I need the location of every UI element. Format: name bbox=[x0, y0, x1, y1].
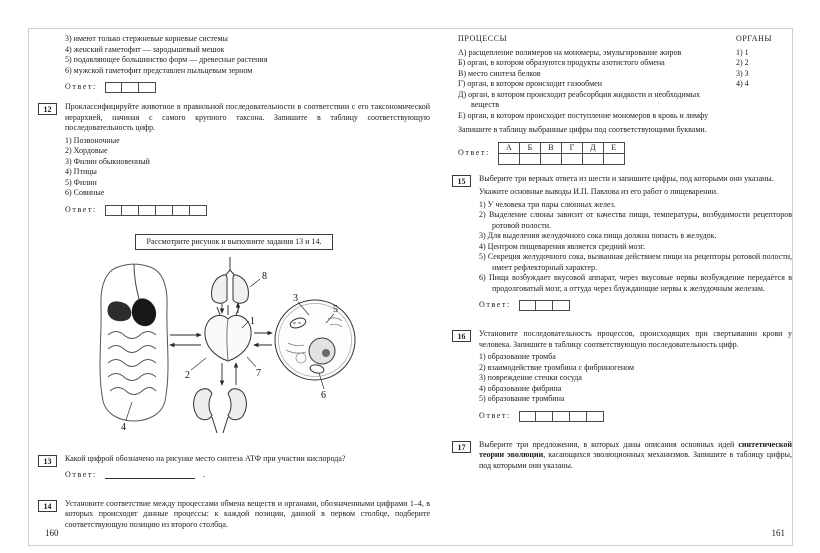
answer-cell bbox=[156, 205, 173, 216]
answer-label: Ответ: bbox=[65, 470, 97, 479]
task-12-text: Проклассифицируйте животное в правильной последовательности в соответствии с его таксономической иерархией, начиная с самого крупного таксона. Запишите в таблицу соответствующую последовательность цифр. bbox=[65, 102, 430, 132]
task-15-subtext: Укажите основные выводы И.П. Павлова из его работ о пищеварении. bbox=[479, 187, 718, 196]
organ-item: 2) 2 bbox=[736, 58, 749, 67]
matching-block bbox=[458, 34, 792, 121]
answer-label: Ответ: bbox=[479, 300, 511, 310]
task-15-text: Выберите три верных ответа из шести и запишите цифры, под которыми они указаны. bbox=[479, 173, 774, 183]
task-17 bbox=[452, 440, 792, 474]
task-15-number: 15 bbox=[452, 175, 471, 187]
option-item: 5) образование тромбина bbox=[479, 394, 565, 403]
process-item: В) место синтеза белков bbox=[458, 68, 541, 78]
answer-cells bbox=[519, 300, 570, 311]
option-item: 6) Пища возбуждает вкусовой аппарат, через вкусовые нервы возбуждение передаётся в продолговатый мозг, а оттуда через блуждающие нервы к желудочным железам. bbox=[479, 273, 792, 293]
option-item: 1) Позвоночные bbox=[65, 135, 120, 145]
process-item: А) расщепление полимеров на мономеры, эмульгирование жиров bbox=[458, 47, 682, 57]
answer-cell bbox=[519, 411, 536, 422]
option-item: 3) имеют только стержневые корневые системы bbox=[65, 34, 228, 43]
anatomy-figure-svg bbox=[70, 255, 370, 441]
answer-cells bbox=[519, 411, 604, 422]
digestive-system-drawing bbox=[100, 264, 168, 421]
match-table-input-cell bbox=[561, 153, 582, 164]
match-table-input-cell bbox=[582, 153, 603, 164]
answer-label: Ответ: bbox=[479, 410, 511, 420]
process-item: Е) орган, в котором происходит поступление мономеров в кровь и лимфу bbox=[458, 110, 709, 120]
answer-label: Ответ: bbox=[458, 147, 490, 157]
answer-cell bbox=[105, 205, 122, 216]
match-table-header-cell: Б bbox=[519, 142, 540, 153]
carryover-options bbox=[38, 34, 430, 76]
task-17-number: 17 bbox=[452, 441, 471, 453]
task-17-bold-term: синтетической теории эволюции bbox=[479, 439, 792, 459]
option-item: 6) мужской гаметофит представлен пыльцевым зерном bbox=[65, 65, 253, 75]
task-16-text: Установите последовательность процессов, происходящих при свертывании крови у человека. Запишите в таблицу соответствующую последовательность цифр. bbox=[479, 329, 792, 349]
answer-cell bbox=[553, 411, 570, 422]
organs-column bbox=[736, 34, 792, 121]
figure-label-1: 1 bbox=[250, 316, 255, 327]
option-item: 1) У человека три пары слюнных желез. bbox=[479, 199, 616, 209]
task-16-answer-row bbox=[479, 411, 792, 422]
page-number-right: 161 bbox=[771, 528, 785, 538]
task-16 bbox=[452, 329, 792, 431]
answer-label: Ответ: bbox=[65, 204, 97, 214]
match-table-input-cell bbox=[519, 153, 540, 164]
task-13 bbox=[38, 454, 430, 490]
task-17-text bbox=[479, 440, 792, 472]
match-answer-row bbox=[458, 142, 792, 165]
match-answer-table bbox=[498, 142, 625, 165]
lungs-drawing bbox=[212, 257, 249, 303]
task-13-number: 13 bbox=[38, 455, 57, 467]
page-left bbox=[38, 34, 430, 532]
option-item: 2) взаимодействие тромбина с фибриногеном bbox=[479, 362, 635, 372]
match-table-input-cell bbox=[603, 153, 624, 164]
answer-label: Ответ: bbox=[65, 82, 97, 92]
option-item: 5) подавляющее большинство форм — древесные растения bbox=[65, 55, 268, 64]
process-item: Б) орган, в котором образуются продукты азотистого обмена bbox=[458, 58, 665, 67]
task-13-answer-row bbox=[65, 470, 430, 481]
answer-cell bbox=[190, 205, 207, 216]
answer-cells bbox=[105, 205, 207, 216]
answer-dot: . bbox=[202, 470, 205, 479]
answer-cell bbox=[587, 411, 604, 422]
page-right bbox=[452, 34, 792, 473]
task-16-number: 16 bbox=[452, 330, 471, 342]
kidneys-drawing bbox=[194, 389, 247, 433]
figure-label-3: 3 bbox=[293, 293, 298, 304]
answer-cell bbox=[139, 205, 156, 216]
option-item: 3) повреждение стенки сосуда bbox=[479, 373, 582, 382]
answer-cells bbox=[105, 82, 156, 93]
option-item: 1) образование тромба bbox=[479, 352, 556, 361]
answer-cell bbox=[536, 411, 553, 422]
answer-cell bbox=[519, 300, 536, 311]
figure-label-6: 6 bbox=[321, 390, 326, 401]
task-14-text: Установите соответствие между процессами обмена веществ и органами, обозначенными цифрами 1–4, в которых происходят данные процессы: к каждой позиции, данной в первом столбце, подберите соответствующую позицию из второго столбца. bbox=[65, 498, 430, 529]
option-item: 2) Выделение слюны зависит от качества пищи, температуры, возбудимости рецепторов ротовой полости. bbox=[479, 210, 792, 230]
figure-label-8: 8 bbox=[262, 271, 267, 282]
organ-item: 4) 4 bbox=[736, 79, 749, 88]
task-14-number: 14 bbox=[38, 500, 57, 512]
answer-cell bbox=[553, 300, 570, 311]
process-item: Д) орган, в котором происходит реабсорбция жидкости и необходимых веществ bbox=[458, 89, 701, 109]
task-16-options bbox=[479, 352, 792, 405]
page-number-left: 160 bbox=[45, 528, 59, 538]
option-item: 4) Центром пищеварения является средний мозг. bbox=[479, 241, 645, 251]
option-item: 2) Хордовые bbox=[65, 146, 108, 155]
figure-label-4: 4 bbox=[121, 422, 126, 433]
match-table-header-cell: А bbox=[498, 142, 519, 153]
task-15 bbox=[452, 174, 792, 321]
option-item: 5) Секреция желудочного сока, вызванная действием пищи на рецепторы ротовой полости, имеет рефлекторный характер. bbox=[479, 252, 792, 272]
task-12 bbox=[38, 102, 430, 225]
figure-label-2: 2 bbox=[185, 370, 190, 381]
figure-label-5: 5 bbox=[333, 304, 338, 315]
processes-column bbox=[458, 34, 716, 121]
answer-cell bbox=[173, 205, 190, 216]
task-12-number: 12 bbox=[38, 103, 57, 115]
answer-cell bbox=[122, 205, 139, 216]
answer-cell bbox=[122, 82, 139, 93]
option-item: 3) Филин обыкновенный bbox=[65, 156, 150, 166]
heart-drawing bbox=[205, 305, 251, 361]
figure-caption-box: Рассмотрите рисунок и выполните задания 13 и 14. bbox=[135, 234, 334, 251]
option-item: 4) образование фибрина bbox=[479, 383, 562, 393]
answer-blank-line bbox=[105, 471, 195, 479]
processes-header: ПРОЦЕССЫ bbox=[458, 34, 508, 43]
answer-cell bbox=[105, 82, 122, 93]
match-instruction: Запишите в таблицу выбранные цифры под соответствующими буквами. bbox=[458, 125, 707, 134]
anatomy-figure bbox=[70, 255, 430, 445]
option-item: 6) Совиные bbox=[65, 188, 105, 197]
match-table-input-cell bbox=[498, 153, 519, 164]
match-table-header-cell: Д bbox=[582, 142, 603, 153]
task-14 bbox=[38, 499, 430, 533]
cell-drawing bbox=[275, 300, 355, 380]
option-item: 5) Филин bbox=[65, 177, 97, 187]
match-table-header-cell: Е bbox=[603, 142, 624, 153]
answer-cell bbox=[139, 82, 156, 93]
option-item: 4) Птицы bbox=[65, 167, 97, 176]
answer-cell bbox=[536, 300, 553, 311]
option-item: 3) Для выделения желудочного сока пища должна попасть в желудок. bbox=[479, 231, 717, 240]
answer-cell bbox=[570, 411, 587, 422]
task-15-answer-row bbox=[479, 300, 792, 311]
process-item: Г) орган, в котором происходит газообмен bbox=[458, 79, 603, 88]
organs-header: ОРГАНЫ bbox=[736, 34, 773, 43]
match-table-input-cell bbox=[540, 153, 561, 164]
figure-label-7: 7 bbox=[256, 368, 261, 379]
match-table-header-cell: В bbox=[540, 142, 561, 153]
organ-item: 3) 3 bbox=[736, 68, 749, 78]
organ-item: 1) 1 bbox=[736, 47, 749, 57]
task-17-text-part: , касающихся эволюционных механизмов. Запишите в таблицу цифры, под которыми они указаны. bbox=[479, 450, 793, 470]
answer-row-top bbox=[65, 82, 430, 93]
option-item: 4) женский гаметофит — зародышевый мешок bbox=[65, 44, 225, 54]
task-13-text: Какой цифрой обозначено на рисунке место синтеза АТФ при участии кислорода? bbox=[65, 453, 346, 463]
match-table-header-cell: Г bbox=[561, 142, 582, 153]
task-12-answer-row bbox=[65, 205, 430, 216]
task-15-options bbox=[479, 200, 792, 295]
task-12-options bbox=[65, 136, 430, 199]
task-17-text-part: Выберите три предложения, в которых даны описания основных идей bbox=[479, 439, 739, 449]
